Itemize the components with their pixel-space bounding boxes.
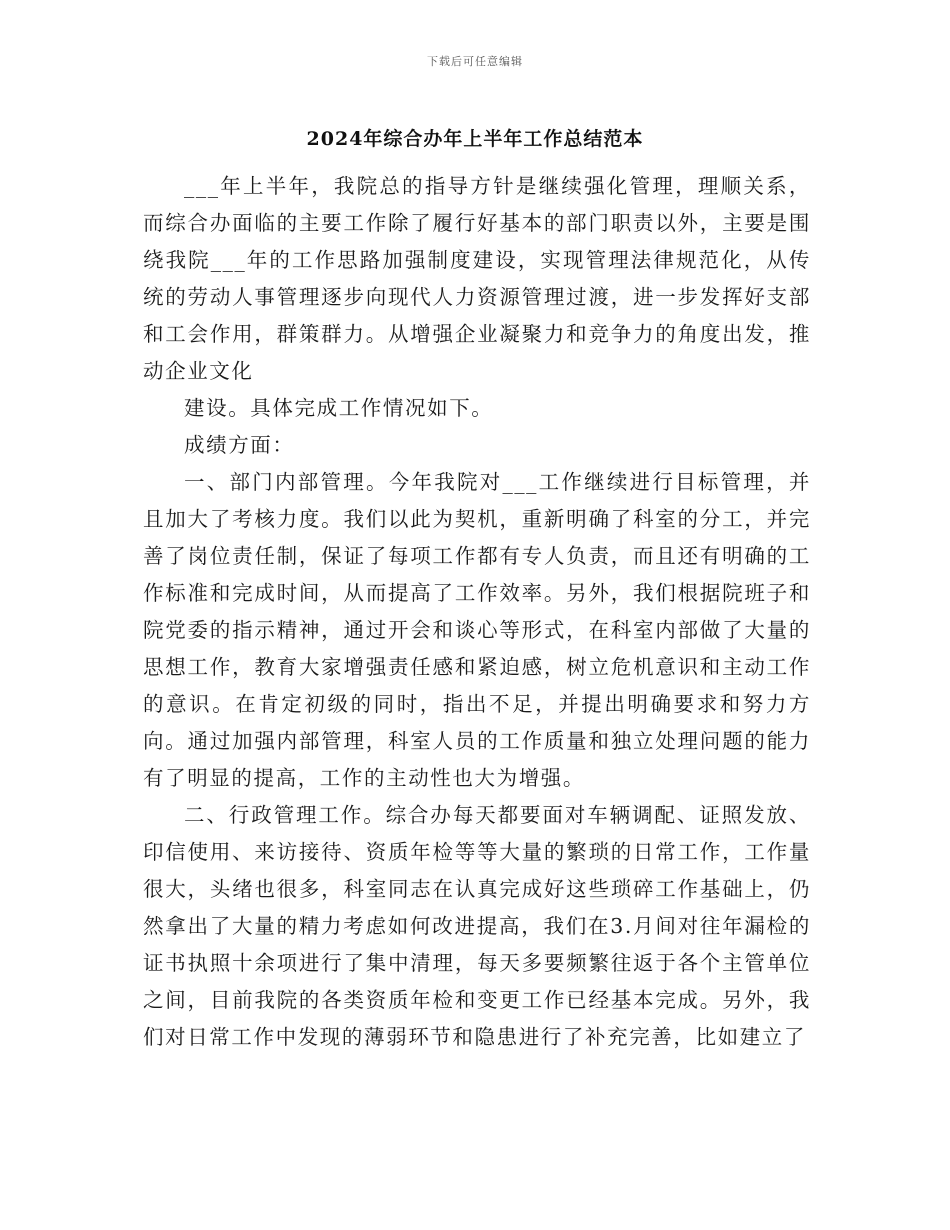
- document-title: 2024年综合办年上半年工作总结范本: [306, 128, 644, 150]
- paragraph-section-2: 二、行政管理工作。综合办每天都要面对车辆调配、证照发放、印信使用、来访接待、资质年检等等大量的繁琐的日常工作，工作量很大，头绪也很多，科室同志在认真完成好这些琐碎工作基础上，仍然拿出了大量的精力考虑如何改进提高，我们在3.月间对往年漏检的证书执照十余项进行了集中清理，每天多要频繁往返于各个主管单位之间，目前我院的各类资质年检和变更工作已经基本完成。另外，我们对日常工作中发现的薄弱环节和隐患进行了补充完善，比如建立了: [143, 803, 811, 1049]
- paragraph-intro: ___年上半年，我院总的指导方针是继续强化管理，理顺关系，而综合办面临的主要工作除了履行好基本的部门职责以外，主要是围绕我院___年的工作思路加强制度建设，实现管理法律规范化，从传统的劳动人事管理逐步向现代人力资源管理过渡，进一步发挥好支部和工会作用，群策群力。从增强企业凝聚力和竞争力的角度出发，推动企业文化: [143, 174, 811, 383]
- document-body: [143, 168, 811, 1056]
- paragraph-intro-continued: 建设。具体完成工作情况如下。: [184, 396, 494, 420]
- paragraph-section-1: 一、部门内部管理。今年我院对___工作继续进行目标管理，并且加大了考核力度。我们以此为契机，重新明确了科室的分工，并完善了岗位责任制，保证了每项工作都有专人负责，而且还有明确的工作标准和完成时间，从而提高了工作效率。另外，我们根据院班子和院党委的指示精神，通过开会和谈心等形式，在科室内部做了大量的思想工作，教育大家增强责任感和紧迫感，树立危机意识和主动工作的意识。在肯定初级的同时，指出不足，并提出明确要求和努力方向。通过加强内部管理，科室人员的工作质量和独立处理问题的能力有了明显的提高，工作的主动性也大为增强。: [143, 470, 811, 790]
- paragraph-achievements-heading: 成绩方面：: [184, 433, 295, 457]
- header-note: 下载后可任意编辑: [427, 55, 523, 68]
